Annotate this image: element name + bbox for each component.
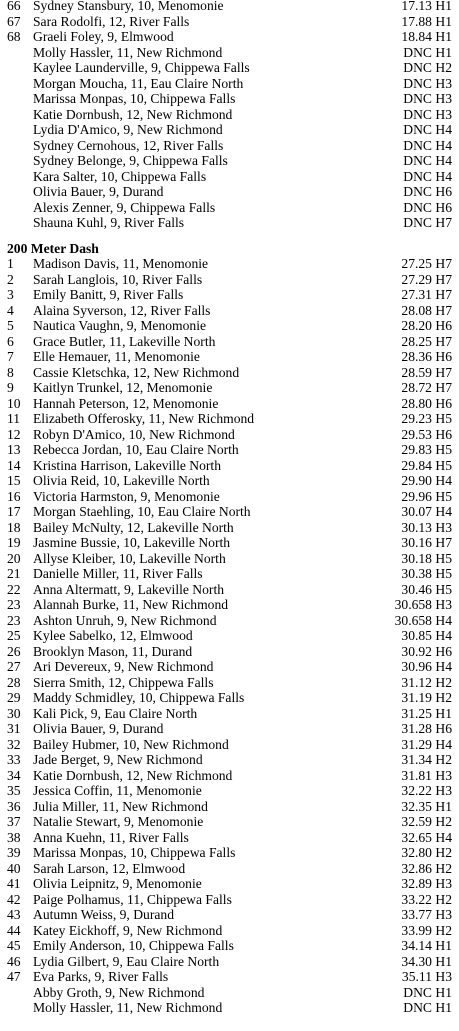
result-mark: 32.86 H2 xyxy=(401,860,452,876)
result-place: 5 xyxy=(7,318,14,333)
result-mark: DNC H1 xyxy=(403,1000,452,1015)
result-place: 17 xyxy=(7,504,21,519)
result-athlete: Alaina Syverson, 12, River Falls xyxy=(33,302,211,318)
result-row xyxy=(0,628,452,644)
result-athlete: Victoria Harmston, 9, Menomonie xyxy=(33,488,220,504)
result-place: 19 xyxy=(7,535,21,550)
result-place: 15 xyxy=(7,473,21,488)
result-place: 40 xyxy=(7,860,21,876)
result-row xyxy=(0,215,452,231)
result-row xyxy=(0,0,452,14)
result-athlete: Ari Devereux, 9, New Richmond xyxy=(33,659,214,674)
result-row xyxy=(0,200,452,216)
result-row xyxy=(0,107,452,123)
result-mark: 30.658 H4 xyxy=(394,612,452,628)
result-athlete: Olivia Leipnitz, 9, Menomonie xyxy=(33,876,202,891)
result-row xyxy=(0,76,452,92)
result-athlete: Anna Kuehn, 11, River Falls xyxy=(33,829,189,845)
result-row xyxy=(0,954,452,970)
result-place: 1 xyxy=(7,256,14,271)
result-place: 22 xyxy=(7,581,21,597)
result-row xyxy=(0,892,452,908)
result-mark: DNC H3 xyxy=(403,106,452,122)
result-athlete: Brooklyn Mason, 11, Durand xyxy=(33,643,193,659)
result-athlete: Alannah Burke, 11, New Richmond xyxy=(33,597,229,612)
result-athlete: Sarah Langlois, 10, River Falls xyxy=(33,271,203,287)
result-place: 46 xyxy=(7,953,21,969)
result-row xyxy=(0,861,452,877)
result-mark: 32.89 H3 xyxy=(401,876,452,891)
result-mark: DNC H3 xyxy=(403,91,452,106)
result-place: 23 xyxy=(7,597,21,612)
result-row xyxy=(0,845,452,861)
result-athlete: Sarah Larson, 12, Elmwood xyxy=(33,860,186,876)
result-athlete: Katie Dornbush, 12, New Richmond xyxy=(33,106,233,122)
result-mark: 29.90 H4 xyxy=(401,473,452,488)
result-row xyxy=(0,520,452,536)
result-row xyxy=(0,256,452,272)
result-row xyxy=(0,29,452,45)
result-athlete: Lydia Gilbert, 9, Eau Claire North xyxy=(33,953,220,969)
result-athlete: Sydney Cernohous, 12, River Falls xyxy=(33,137,224,153)
result-mark: DNC H1 xyxy=(403,44,452,60)
result-row xyxy=(0,830,452,846)
result-mark: 33.99 H2 xyxy=(401,922,452,938)
result-athlete: Emily Banitt, 9, River Falls xyxy=(33,287,184,302)
result-place: 67 xyxy=(7,13,21,29)
result-athlete: Kara Salter, 10, Chippewa Falls xyxy=(33,168,207,184)
result-mark: 32.35 H1 xyxy=(401,798,452,814)
result-mark: 27.25 H7 xyxy=(401,256,452,271)
result-mark: 32.80 H2 xyxy=(401,845,452,860)
result-mark: 28.36 H6 xyxy=(401,349,452,364)
result-mark: DNC H6 xyxy=(403,184,452,199)
result-row xyxy=(0,814,452,830)
result-athlete: Grace Butler, 11, Lakeville North xyxy=(33,333,216,349)
result-place: 25 xyxy=(7,628,21,643)
result-athlete: Bailey Hubmer, 10, New Richmond xyxy=(33,736,229,752)
result-athlete: Kali Pick, 9, Eau Claire North xyxy=(33,705,198,721)
result-place: 3 xyxy=(7,287,14,302)
result-row xyxy=(0,752,452,768)
result-place: 27 xyxy=(7,659,21,674)
result-athlete: Katey Eickhoff, 9, New Richmond xyxy=(33,922,223,938)
result-mark: 30.16 H7 xyxy=(401,535,452,550)
result-athlete: Paige Polhamus, 11, Chippewa Falls xyxy=(33,891,232,907)
result-place: 14 xyxy=(7,457,21,473)
result-mark: DNC H4 xyxy=(403,168,452,184)
result-row xyxy=(0,613,452,629)
result-mark: 29.96 H5 xyxy=(401,488,452,504)
result-row xyxy=(0,985,452,1001)
result-mark: 29.53 H6 xyxy=(401,426,452,442)
result-athlete: Cassie Kletschka, 12, New Richmond xyxy=(33,364,240,380)
result-row xyxy=(0,706,452,722)
result-place: 23 xyxy=(7,612,21,628)
result-mark: 29.23 H5 xyxy=(401,411,452,426)
result-place: 31 xyxy=(7,721,21,736)
result-place: 45 xyxy=(7,938,21,953)
result-row xyxy=(0,442,452,458)
result-row xyxy=(0,938,452,954)
result-row xyxy=(0,489,452,505)
result-mark: DNC H4 xyxy=(403,122,452,137)
result-mark: 28.59 H7 xyxy=(401,364,452,380)
result-athlete: Hannah Peterson, 12, Menomonie xyxy=(33,395,219,411)
result-athlete: Kaylee Launderville, 9, Chippewa Falls xyxy=(33,60,250,75)
result-mark: DNC H4 xyxy=(403,137,452,153)
result-row xyxy=(0,60,452,76)
result-athlete: Katie Dornbush, 12, New Richmond xyxy=(33,767,233,783)
result-mark: 28.08 H7 xyxy=(401,302,452,318)
result-row xyxy=(0,334,452,350)
result-athlete: Kaitlyn Trunkel, 12, Menomonie xyxy=(33,380,213,395)
result-row xyxy=(0,272,452,288)
result-athlete: Jade Berget, 9, New Richmond xyxy=(33,752,203,767)
result-mark: DNC H4 xyxy=(403,153,452,168)
result-row xyxy=(0,783,452,799)
result-mark: 32.65 H4 xyxy=(401,829,452,845)
result-athlete: Natalie Stewart, 9, Menomonie xyxy=(33,814,204,829)
result-mark: 31.12 H2 xyxy=(401,674,452,690)
result-row xyxy=(0,380,452,396)
result-athlete: Maddy Schmidley, 10, Chippewa Falls xyxy=(33,690,245,705)
result-mark: 29.84 H5 xyxy=(401,457,452,473)
result-athlete: Sara Rodolfi, 12, River Falls xyxy=(33,13,190,29)
result-mark: 28.72 H7 xyxy=(401,380,452,395)
result-athlete: Sydney Belonge, 9, Chippewa Falls xyxy=(33,153,228,168)
result-athlete: Morgan Moucha, 11, Eau Claire North xyxy=(33,75,244,91)
result-mark: DNC H1 xyxy=(403,984,452,1000)
result-row xyxy=(0,969,452,985)
result-athlete: Morgan Staehling, 10, Eau Claire North xyxy=(33,504,251,519)
result-row xyxy=(0,411,452,427)
result-row xyxy=(0,14,452,30)
result-athlete: Bailey McNulty, 12, Lakeville North xyxy=(33,519,234,535)
result-place: 39 xyxy=(7,845,21,860)
result-row xyxy=(0,1000,452,1016)
result-mark: 28.20 H6 xyxy=(401,318,452,333)
result-mark: 31.29 H4 xyxy=(401,736,452,752)
result-athlete: Abby Groth, 9, New Richmond xyxy=(33,984,205,1000)
result-place: 47 xyxy=(7,969,21,984)
result-athlete: Molly Hassler, 11, New Richmond xyxy=(33,44,223,60)
result-place: 44 xyxy=(7,922,21,938)
result-mark: 30.85 H4 xyxy=(401,628,452,643)
result-row xyxy=(0,184,452,200)
result-mark: 28.25 H7 xyxy=(401,333,452,349)
result-place: 66 xyxy=(7,0,21,13)
result-row xyxy=(0,169,452,185)
result-row xyxy=(0,122,452,138)
result-row xyxy=(0,91,452,107)
result-athlete: Olivia Reid, 10, Lakeville North xyxy=(33,473,210,488)
result-mark: 31.19 H2 xyxy=(401,690,452,705)
result-row xyxy=(0,675,452,691)
result-row xyxy=(0,690,452,706)
result-row xyxy=(0,473,452,489)
result-athlete: Jasmine Bussie, 10, Lakeville North xyxy=(33,535,231,550)
result-mark: 27.29 H7 xyxy=(401,271,452,287)
result-mark: 30.96 H4 xyxy=(401,659,452,674)
result-row xyxy=(0,318,452,334)
result-mark: 17.13 H1 xyxy=(401,0,452,13)
result-place: 29 xyxy=(7,690,21,705)
result-mark: DNC H2 xyxy=(403,60,452,75)
result-mark: 28.80 H6 xyxy=(401,395,452,411)
result-place: 38 xyxy=(7,829,21,845)
result-place: 37 xyxy=(7,814,21,829)
result-place: 43 xyxy=(7,907,21,922)
result-place: 26 xyxy=(7,643,21,659)
result-place: 9 xyxy=(7,380,14,395)
result-row xyxy=(0,644,452,660)
result-place: 16 xyxy=(7,488,21,504)
result-row xyxy=(0,504,452,520)
result-place: 42 xyxy=(7,891,21,907)
result-row xyxy=(0,923,452,939)
result-row xyxy=(0,458,452,474)
result-athlete: Sydney Stansbury, 10, Menomonie xyxy=(33,0,224,13)
result-place: 4 xyxy=(7,302,14,318)
result-athlete: Julia Miller, 11, New Richmond xyxy=(33,798,208,814)
result-athlete: Ashton Unruh, 9, New Richmond xyxy=(33,612,217,628)
result-row xyxy=(0,737,452,753)
result-place: 8 xyxy=(7,364,14,380)
result-place: 13 xyxy=(7,442,21,457)
result-mark: 31.25 H1 xyxy=(401,705,452,721)
result-athlete: Sierra Smith, 12, Chippewa Falls xyxy=(33,674,214,690)
result-place: 2 xyxy=(7,271,14,287)
result-row xyxy=(0,153,452,169)
result-mark: 30.13 H3 xyxy=(401,519,452,535)
result-place: 21 xyxy=(7,566,21,581)
result-athlete: Robyn D'Amico, 10, New Richmond xyxy=(33,426,235,442)
result-athlete: Olivia Bauer, 9, Durand xyxy=(33,184,164,199)
result-row xyxy=(0,138,452,154)
result-row xyxy=(0,45,452,61)
result-athlete: Anna Altermatt, 9, Lakeville North xyxy=(33,581,225,597)
result-mark: 33.77 H3 xyxy=(401,907,452,922)
result-row xyxy=(0,365,452,381)
result-place: 7 xyxy=(7,349,14,364)
result-mark: DNC H3 xyxy=(403,75,452,91)
result-athlete: Lydia D'Amico, 9, New Richmond xyxy=(33,122,223,137)
result-row xyxy=(0,597,452,613)
result-mark: 30.07 H4 xyxy=(401,504,452,519)
result-mark: 33.22 H2 xyxy=(401,891,452,907)
result-mark: 31.34 H2 xyxy=(401,752,452,767)
result-athlete: Shauna Kuhl, 9, River Falls xyxy=(33,215,185,230)
result-mark: 30.92 H6 xyxy=(401,643,452,659)
result-mark: DNC H7 xyxy=(403,215,452,230)
result-place: 18 xyxy=(7,519,21,535)
result-row xyxy=(0,287,452,303)
result-mark: 31.28 H6 xyxy=(401,721,452,736)
result-row xyxy=(0,799,452,815)
result-place: 6 xyxy=(7,333,14,349)
result-place: 11 xyxy=(7,411,21,426)
result-row xyxy=(0,551,452,567)
result-row xyxy=(0,907,452,923)
result-row xyxy=(0,876,452,892)
result-athlete: Madison Davis, 11, Menomonie xyxy=(33,256,209,271)
result-place: 41 xyxy=(7,876,21,891)
result-place: 30 xyxy=(7,705,21,721)
result-place: 33 xyxy=(7,752,21,767)
result-mark: 29.83 H5 xyxy=(401,442,452,457)
result-athlete: Molly Hassler, 11, New Richmond xyxy=(33,1000,223,1015)
result-place: 12 xyxy=(7,426,21,442)
result-athlete: Olivia Bauer, 9, Durand xyxy=(33,721,164,736)
result-mark: 32.59 H2 xyxy=(401,814,452,829)
result-athlete: Danielle Miller, 11, River Falls xyxy=(33,566,203,581)
result-mark: 18.84 H1 xyxy=(401,29,452,44)
result-place: 10 xyxy=(7,395,21,411)
result-row xyxy=(0,566,452,582)
result-athlete: Jessica Coffin, 11, Menomonie xyxy=(33,783,202,798)
result-place: 20 xyxy=(7,550,21,566)
result-mark: 17.88 H1 xyxy=(401,13,452,29)
result-athlete: Eva Parks, 9, River Falls xyxy=(33,969,169,984)
result-place: 28 xyxy=(7,674,21,690)
result-place: 34 xyxy=(7,767,21,783)
result-athlete: Kristina Harrison, Lakeville North xyxy=(33,457,221,473)
result-place: 36 xyxy=(7,798,21,814)
event-title: 200 Meter Dash xyxy=(7,240,99,256)
result-row xyxy=(0,349,452,365)
result-athlete: Marissa Monpas, 10, Chippewa Falls xyxy=(33,845,236,860)
result-mark: 30.18 H5 xyxy=(401,550,452,566)
result-mark: 34.14 H1 xyxy=(401,938,452,953)
result-row xyxy=(0,582,452,598)
result-row xyxy=(0,427,452,443)
result-mark: 32.22 H3 xyxy=(401,783,452,798)
result-athlete: Emily Anderson, 10, Chippewa Falls xyxy=(33,938,234,953)
result-place: 35 xyxy=(7,783,21,798)
result-mark: 30.46 H5 xyxy=(401,581,452,597)
result-mark: 27.31 H7 xyxy=(401,287,452,302)
result-athlete: Rebecca Jordan, 10, Eau Claire North xyxy=(33,442,239,457)
result-row xyxy=(0,659,452,675)
result-athlete: Autumn Weiss, 9, Durand xyxy=(33,907,175,922)
result-row xyxy=(0,303,452,319)
result-mark: 34.30 H1 xyxy=(401,953,452,969)
result-athlete: Elle Hemauer, 11, Menomonie xyxy=(33,349,200,364)
result-athlete: Graeli Foley, 9, Elmwood xyxy=(33,29,174,44)
result-mark: 30.658 H3 xyxy=(394,597,452,612)
result-row xyxy=(0,535,452,551)
result-place: 68 xyxy=(7,29,21,44)
result-mark: 31.81 H3 xyxy=(401,767,452,783)
result-mark: DNC H6 xyxy=(403,199,452,215)
result-athlete: Kylee Sabelko, 12, Elmwood xyxy=(33,628,193,643)
result-place: 32 xyxy=(7,736,21,752)
result-mark: 35.11 H3 xyxy=(401,969,452,984)
result-athlete: Allyse Kleiber, 10, Lakeville North xyxy=(33,550,226,566)
result-athlete: Alexis Zenner, 9, Chippewa Falls xyxy=(33,199,216,215)
result-row xyxy=(0,768,452,784)
result-athlete: Elizabeth Offerosky, 11, New Richmond xyxy=(33,411,255,426)
result-mark: 30.38 H5 xyxy=(401,566,452,581)
result-athlete: Nautica Vaughn, 9, Menomonie xyxy=(33,318,207,333)
result-row xyxy=(0,396,452,412)
result-athlete: Marissa Monpas, 10, Chippewa Falls xyxy=(33,91,236,106)
result-row xyxy=(0,721,452,737)
